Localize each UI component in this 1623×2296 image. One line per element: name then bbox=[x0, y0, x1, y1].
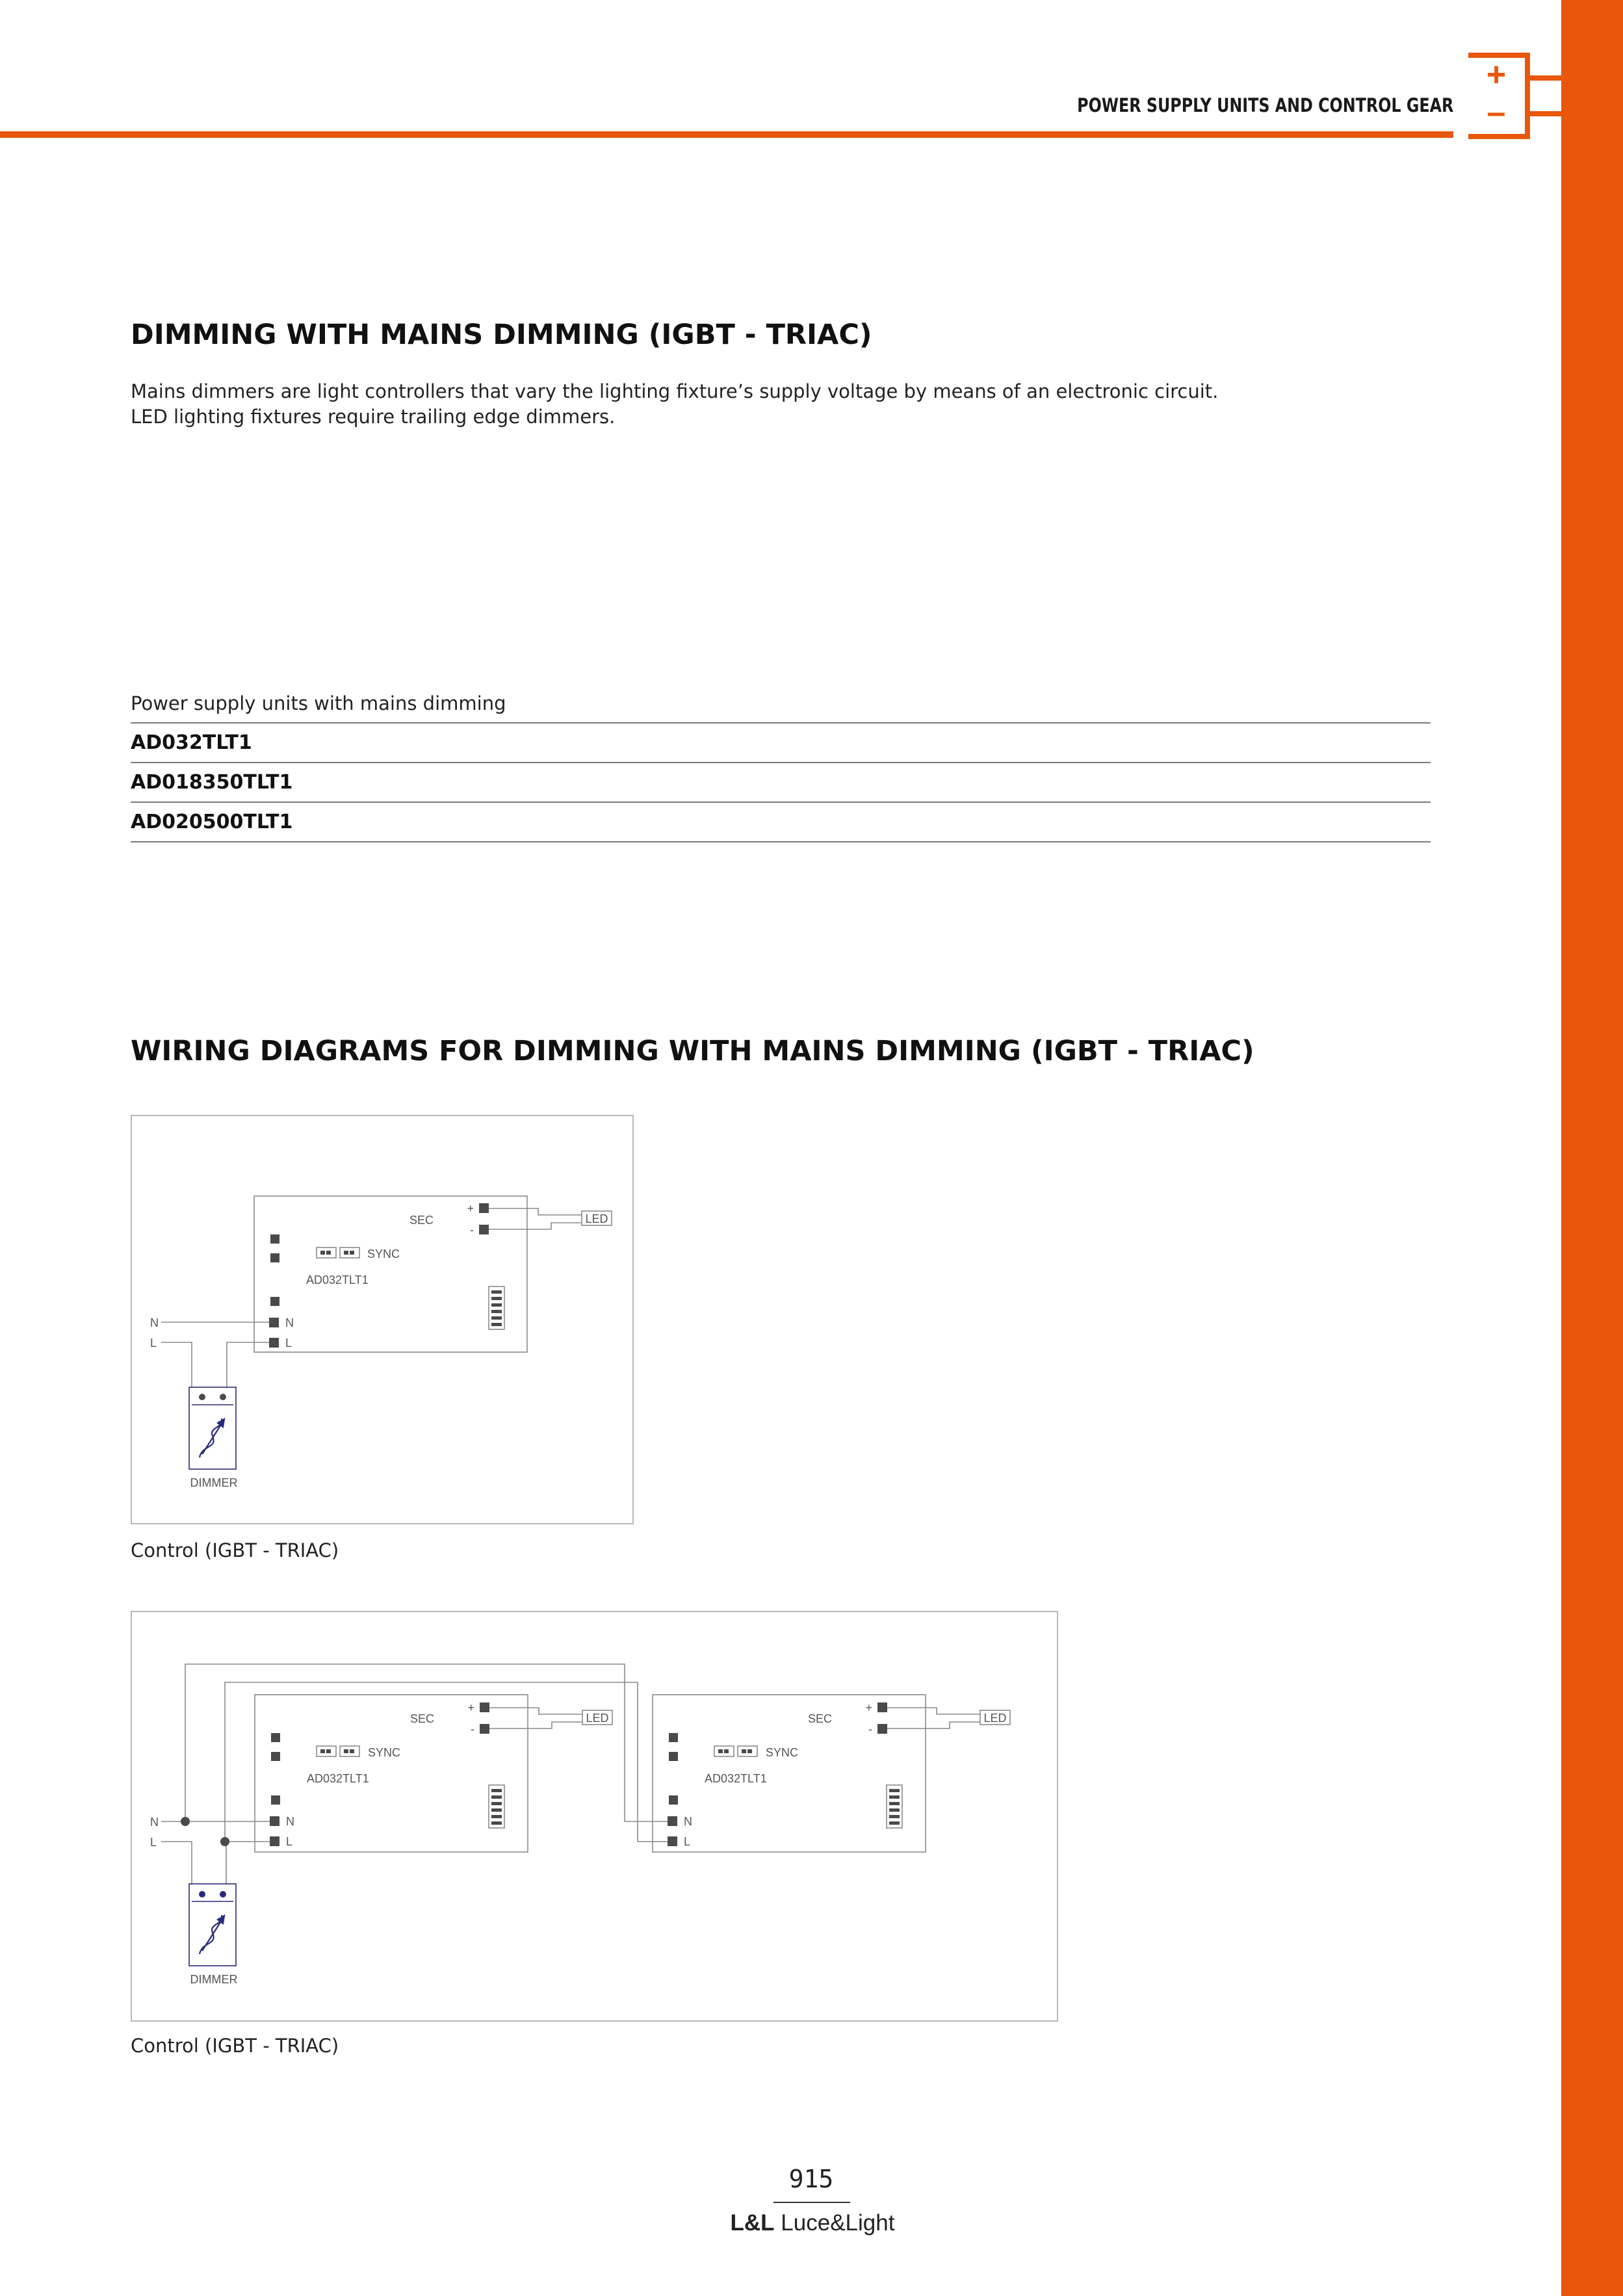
header-rule bbox=[0, 131, 1453, 138]
sec-label: SEC bbox=[409, 1712, 434, 1725]
psu-model-label: AD032TLT1 bbox=[705, 1772, 767, 1785]
brand-bold: L&L bbox=[730, 2210, 775, 2236]
sec-label: SEC bbox=[807, 1712, 832, 1725]
sync-label: SYNC bbox=[765, 1746, 798, 1759]
product-table bbox=[131, 688, 1431, 842]
intro-paragraph: LED lighting fixtures require trailing edge dimmers. bbox=[131, 406, 616, 428]
led-label: LED bbox=[585, 1212, 608, 1225]
sec-label: SEC bbox=[409, 1214, 434, 1227]
brand-rest: Luce&Light bbox=[774, 2210, 895, 2236]
dimmer-symbol-icon bbox=[200, 1418, 224, 1457]
minus-label: - bbox=[868, 1723, 872, 1736]
led-label: LED bbox=[586, 1712, 609, 1725]
minus-label: - bbox=[470, 1223, 474, 1236]
plus-minus-logo bbox=[1466, 52, 1563, 146]
led-label: LED bbox=[983, 1712, 1007, 1725]
dimmer-box bbox=[189, 1387, 236, 1469]
psu-model-label: AD032TLT1 bbox=[306, 1273, 369, 1286]
input-l-label: L bbox=[150, 1337, 157, 1350]
page-number-rule bbox=[773, 2202, 850, 2203]
psu-model-label: AD032TLT1 bbox=[307, 1772, 369, 1785]
input-n-label: N bbox=[150, 1316, 159, 1329]
psu-l-label: L bbox=[285, 1337, 292, 1350]
psu-box bbox=[254, 1196, 527, 1352]
page-number: 915 bbox=[788, 2165, 834, 2193]
logo-minus: – bbox=[1487, 94, 1506, 131]
section-title-wiring-diagrams: WIRING DIAGRAMS FOR DIMMING WITH MAINS DIMMING (IGBT - TRIAC) bbox=[131, 1035, 1254, 1067]
terminal-sec-plus bbox=[479, 1203, 489, 1213]
plus-label: + bbox=[865, 1701, 872, 1714]
input-n-label: N bbox=[150, 1816, 159, 1829]
brand-footer bbox=[715, 2210, 910, 2236]
table-row: AD020500TLT1 bbox=[131, 803, 1431, 842]
table-header: Power supply units with mains dimming bbox=[131, 688, 1431, 724]
psu-l-label: L bbox=[684, 1835, 691, 1848]
intro-text bbox=[131, 379, 1218, 430]
minus-label: - bbox=[471, 1723, 474, 1736]
diagram-caption: Control (IGBT - TRIAC) bbox=[131, 1539, 339, 1561]
terminal-l bbox=[269, 1338, 279, 1348]
diagram-caption: Control (IGBT - TRIAC) bbox=[131, 2035, 339, 2057]
psu-n-label: N bbox=[684, 1815, 692, 1828]
dimmer-label: DIMMER bbox=[190, 1476, 238, 1489]
wiring-diagram-parallel bbox=[131, 1611, 1058, 2022]
terminal-n bbox=[269, 1318, 279, 1327]
intro-paragraph: Mains dimmers are light controllers that vary the lighting fixture’s supply voltage by means of an electronic circuit. bbox=[131, 380, 1219, 402]
terminal-sec-minus bbox=[479, 1225, 489, 1234]
dimmer-label: DIMMER bbox=[190, 1973, 238, 1986]
sync-label: SYNC bbox=[367, 1746, 400, 1759]
psu-n-label: N bbox=[285, 1316, 294, 1329]
plus-label: + bbox=[467, 1202, 474, 1215]
table-row: AD018350TLT1 bbox=[131, 763, 1431, 803]
wiring-diagram-single bbox=[131, 1115, 634, 1524]
logo-plus: + bbox=[1486, 56, 1507, 94]
psu-n-label: N bbox=[286, 1815, 294, 1828]
sync-label: SYNC bbox=[367, 1247, 400, 1260]
table-row: AD032TLT1 bbox=[131, 724, 1431, 763]
side-accent-bar bbox=[1561, 0, 1623, 2296]
header-title: POWER SUPPLY UNITS AND CONTROL GEAR bbox=[1076, 94, 1453, 116]
psu-l-label: L bbox=[286, 1835, 293, 1848]
plus-label: + bbox=[467, 1701, 474, 1714]
section-title-mains-dimming: DIMMING WITH MAINS DIMMING (IGBT - TRIAC) bbox=[131, 319, 872, 351]
input-l-label: L bbox=[150, 1836, 157, 1849]
dimmer-symbol-icon bbox=[200, 1915, 224, 1954]
